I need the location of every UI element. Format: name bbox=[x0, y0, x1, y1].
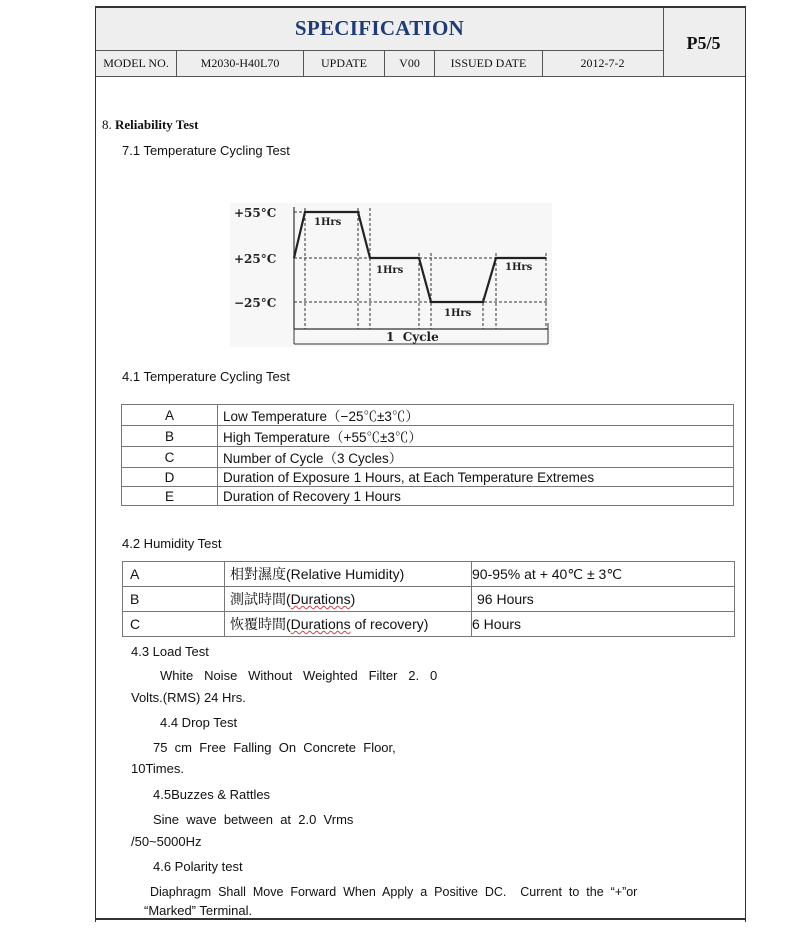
condition-en-underlined: Durations bbox=[290, 591, 351, 607]
cycle-label: 1 Cycle bbox=[386, 330, 439, 344]
load-test-line1: White Noise Without Weighted Filter 2. 0 bbox=[160, 668, 438, 683]
temperature-cycle-table bbox=[121, 404, 734, 506]
buzz-test-line2: /50~5000Hz bbox=[131, 834, 202, 849]
row-key: B bbox=[122, 426, 218, 447]
buzz-test-line1: Sine wave between at 2.0 Vrms bbox=[153, 812, 354, 827]
row-key: A bbox=[123, 562, 225, 587]
table-row bbox=[123, 587, 735, 612]
duration-label-cold: 1Hrs bbox=[444, 308, 472, 319]
polarity-test-line1: Diaphragm Shall Move Forward When Apply a Positive DC. Current to the “+”or bbox=[150, 885, 638, 899]
subsection-7-1-title: 7.1 Temperature Cycling Test bbox=[122, 143, 290, 158]
row-key: B bbox=[123, 587, 225, 612]
temp-label-55: +55°C bbox=[234, 206, 277, 220]
polarity-test-line2: “Marked” Terminal. bbox=[144, 903, 253, 918]
condition-en: of recovery) bbox=[350, 616, 429, 632]
model-value: M2030-H40L70 bbox=[177, 51, 304, 76]
condition-en: Relative Humidity) bbox=[290, 566, 405, 582]
row-key: A bbox=[122, 405, 218, 426]
condition-en: ) bbox=[350, 591, 356, 607]
row-value: 96 Hours bbox=[472, 587, 735, 612]
load-test-title: 4.3 Load Test bbox=[131, 644, 209, 659]
condition-en-underlined: Durations bbox=[290, 616, 351, 632]
issued-label: ISSUED DATE bbox=[435, 51, 543, 76]
row-key: E bbox=[122, 487, 218, 506]
section-title: Reliability Test bbox=[115, 117, 199, 132]
section-number: 8. bbox=[102, 117, 112, 132]
buzz-test-title: 4.5Buzzes & Rattles bbox=[153, 787, 271, 802]
temp-label-minus25: −25°C bbox=[234, 296, 277, 310]
page-number: P5/5 bbox=[686, 33, 721, 53]
duration-label-mid1: 1Hrs bbox=[376, 265, 404, 276]
row-condition bbox=[225, 612, 472, 637]
condition-cn: 恢覆時間 bbox=[230, 616, 286, 632]
condition-cn: 相對濕度 bbox=[230, 566, 286, 582]
section-heading bbox=[102, 117, 198, 133]
row-value: 90-95% at + 40℃ ± 3℃ bbox=[472, 562, 735, 587]
model-label: MODEL NO. bbox=[96, 51, 177, 76]
row-key: C bbox=[123, 612, 225, 637]
row-desc: Number of Cycle（3 Cycles） bbox=[218, 447, 734, 468]
row-desc: Low Temperature（−25℃±3℃） bbox=[218, 405, 734, 426]
table-row bbox=[122, 487, 734, 506]
table-row bbox=[123, 612, 735, 637]
drop-test-line2: 10Times. bbox=[131, 761, 184, 776]
humidity-table bbox=[122, 561, 735, 637]
issued-value: 2012-7-2 bbox=[580, 56, 625, 70]
table-row bbox=[122, 447, 734, 468]
update-value: V00 bbox=[385, 51, 435, 76]
condition-cn: 測試時間 bbox=[230, 591, 286, 607]
row-desc: Duration of Exposure 1 Hours, at Each Temperature Extremes bbox=[218, 468, 734, 487]
temp-label-25: +25°C bbox=[234, 252, 277, 266]
load-test-line2: Volts.(RMS) 24 Hrs. bbox=[131, 690, 246, 705]
row-value: 6 Hours bbox=[472, 612, 735, 637]
duration-label-mid2: 1Hrs bbox=[505, 262, 533, 273]
table-row bbox=[122, 426, 734, 447]
condition-paren: ( bbox=[286, 591, 291, 607]
page-frame-bottom bbox=[95, 918, 745, 920]
table-row bbox=[122, 405, 734, 426]
row-key: D bbox=[122, 468, 218, 487]
temperature-cycle-diagram bbox=[230, 203, 552, 347]
drop-test-title: 4.4 Drop Test bbox=[160, 715, 238, 730]
row-condition bbox=[225, 562, 472, 587]
row-desc: Duration of Recovery 1 Hours bbox=[218, 487, 734, 506]
row-condition bbox=[225, 587, 472, 612]
polarity-test-title: 4.6 Polarity test bbox=[153, 859, 243, 874]
duration-label-hot: 1Hrs bbox=[314, 217, 342, 228]
row-desc: High Temperature（+55℃±3℃） bbox=[218, 426, 734, 447]
subsection-4-1-title: 4.1 Temperature Cycling Test bbox=[122, 369, 290, 384]
condition-paren: ( bbox=[286, 616, 291, 632]
table-row bbox=[122, 468, 734, 487]
table-row bbox=[123, 562, 735, 587]
subsection-4-2-title: 4.2 Humidity Test bbox=[122, 536, 222, 551]
update-label: UPDATE bbox=[304, 51, 385, 76]
drop-test-line1: 75 cm Free Falling On Concrete Floor, bbox=[153, 740, 396, 755]
row-key: C bbox=[122, 447, 218, 468]
page-title: SPECIFICATION bbox=[294, 16, 465, 40]
condition-paren: ( bbox=[286, 566, 291, 582]
